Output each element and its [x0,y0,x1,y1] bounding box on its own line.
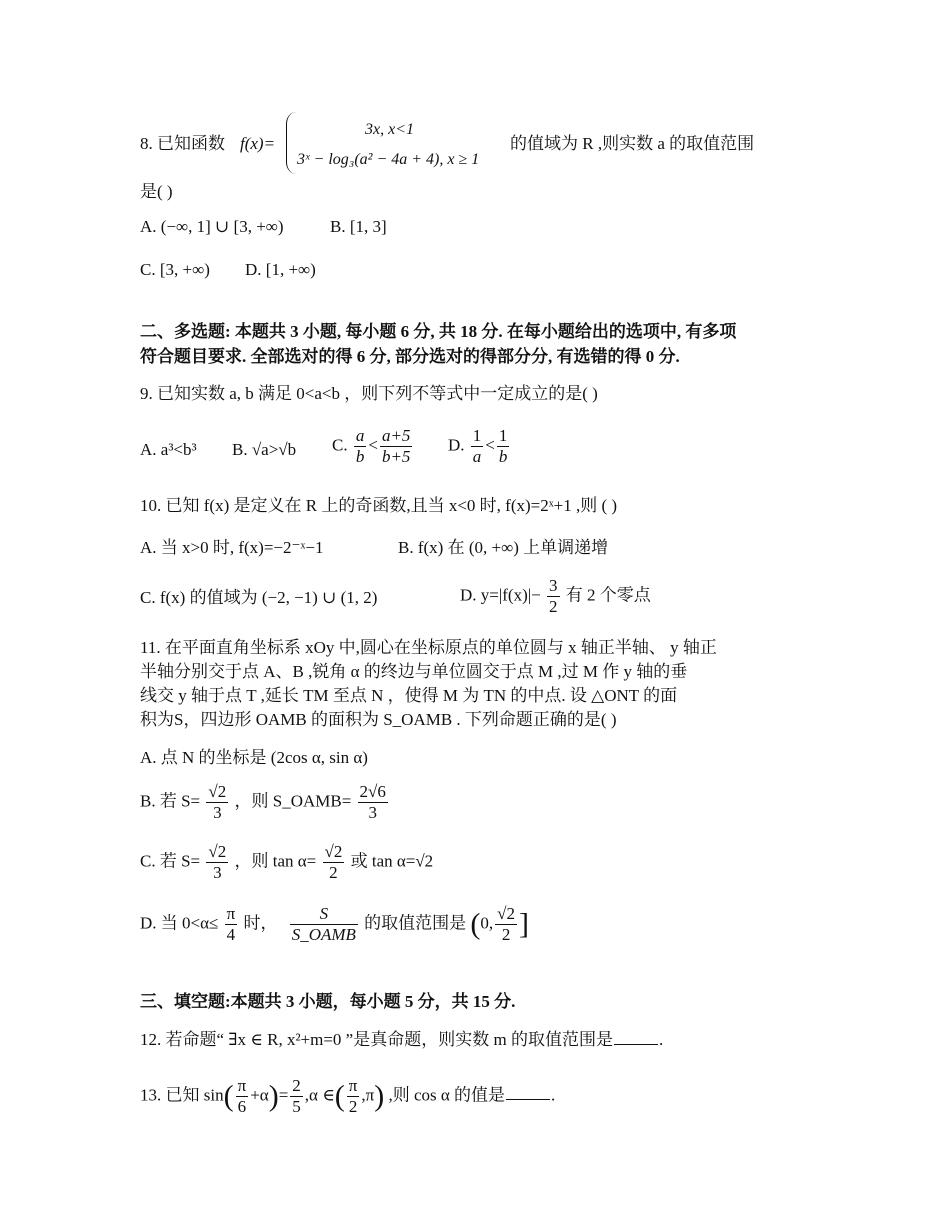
q13-five: 5 [292,1097,301,1116]
q11-c-post: 或 tan α=√2 [350,851,434,871]
q13-pi: π [237,1076,247,1095]
q13-end: . [551,1085,556,1105]
q9-stem: 9. 已知实数 a, b 满足 0<a<b ，则下列不等式中一定成立的是( ) [140,384,598,403]
q11-option-a: A. 点 N 的坐标是 (2cos α, sin α) [140,748,368,767]
q8-piecewise-brace [286,112,297,174]
q11-c-den: 3 [213,863,222,882]
q11-d-pre: D. 当 0<α≤ [140,913,219,933]
q10-d-post: 有 2 个零点 [565,585,651,605]
q13-two: 2 [292,1076,301,1095]
q11-c-num2: √2 [324,842,343,861]
q8-case1: 3x, x<1 [365,121,414,138]
q13-pre: 13. 已知 sin [140,1085,224,1105]
q13-six: 6 [237,1097,247,1116]
q11-line4: 积为S，四边形 OAMB 的面积为 S_OAMB . 下列命题正确的是( ) [140,710,617,729]
q11-option-b [140,782,390,823]
q9-option-c-label: C. [332,435,348,455]
q11-b-mid: ，则 S_OAMB= [234,791,352,811]
q11-d-s: S [290,904,358,925]
q9-c-num2: a+5 [381,426,411,445]
q11-d-zero: 0, [480,913,494,933]
q8-stem-pre: 8. 已知函数 [140,134,225,153]
q10-d-den: 2 [549,597,558,616]
q11-d-mid: 时， [243,913,278,933]
q8-func-label: f(x)= [240,134,276,153]
q13-answer-blank[interactable] [506,1099,550,1100]
q11-c-mid: ，则 tan α= [234,851,317,871]
q8-option-c: C. [3, +∞) [140,260,210,279]
q9-option-d: D. $\frac{1}{a}$ < $\frac{1}{b}$ [448,426,508,466]
q9-c-den1: b [355,447,365,466]
q10-option-a: A. 当 x>0 时, f(x)=−2⁻ˣ−1 [140,538,324,557]
q8-option-b: B. [1, 3] [330,217,387,236]
q13-mid: ,α ∈ [304,1085,335,1105]
q11-d-lparen: ( [470,907,481,941]
q9-d-num2: 1 [498,426,508,445]
q11-line3: 线交 y 轴于点 T ,延长 TM 至点 N ，使得 M 为 TN 的中点. 设 △ONT 的面 [140,686,678,705]
q11-d-soamb: S_OAMB [291,925,356,944]
q11-b-den2: 3 [368,803,377,822]
q9-c-den2: b+5 [381,447,411,466]
q11-b-den: 3 [213,803,222,822]
q11-line1: 11. 在平面直角坐标系 xOy 中,圆心在坐标原点的单位圆与 x 轴正半轴、 y 轴正 [140,638,717,657]
q11-d-2: 2 [501,925,511,944]
q11-b-num: √2 [208,782,227,801]
q13-pi2: ,π [361,1085,375,1105]
q11-d-4: 4 [226,925,236,944]
q8-stem-post: 的值域为 R ,则实数 a 的取值范围 [510,134,755,153]
q10-option-b: B. f(x) 在 (0, +∞) 上单调递增 [398,538,609,557]
q11-d-post: 的取值范围是 [364,913,467,933]
q11-b-pre: B. 若 S= [140,791,201,811]
q9-d-num1: 1 [472,426,482,445]
q11-d-rbracket: ] [519,907,530,941]
q11-option-d [140,904,529,945]
q10-stem: 10. 已知 f(x) 是定义在 R 上的奇函数,且当 x<0 时, f(x)=2ˣ+1 ,则 ( ) [140,496,618,515]
q13-post: ,则 cos α 的值是 [388,1085,506,1105]
q13-two2: 2 [348,1097,358,1116]
q12-question [140,1028,663,1052]
q8-case2: 3ˣ − log₃(a² − 4a + 4), x ≥ 1 [297,151,480,168]
q10-d-pre: D. y=|f(x)|− [460,585,541,605]
q12-text: 12. 若命题“ ∃x ∈ R, x²+m=0 ”是真命题，则实数 m 的取值范围是 [140,1030,613,1049]
q11-line2: 半轴分别交于点 A、B ,锐角 α 的终边与单位圆交于点 M ,过 M 作 y 轴的垂 [140,662,688,681]
q8-option-a: A. (−∞, 1] ∪ [3, +∞) [140,217,284,236]
section2-heading-line1: 二、多选题: 本题共 3 小题, 每小题 6 分, 共 18 分. 在每小题给出的选项中, 有多项 [140,322,737,341]
section2-heading-line2: 符合题目要求. 全部选对的得 6 分, 部分选对的得部分分, 有选错的得 0 分. [140,347,680,366]
q8-stem-line2: 是( ) [140,182,173,201]
q11-b-num2: 2√6 [359,782,386,801]
q12-answer-blank[interactable] [614,1044,658,1045]
q11-c-den2: 2 [329,863,338,882]
q13-eq: = [278,1085,289,1105]
q8-option-d: D. [1, +∞) [245,260,316,279]
q13-plus: +α [250,1085,269,1105]
q11-d-pi: π [226,904,236,923]
q11-c-pre: C. 若 S= [140,851,201,871]
q11-d-r2: √2 [497,904,516,923]
q9-option-b: B. √a>√b [232,440,297,459]
q9-option-a: A. a³<b³ [140,440,197,459]
q10-d-num: 3 [549,576,558,595]
section3-heading: 三、填空题:本题共 3 小题，每小题 5 分，共 15 分. [140,992,516,1011]
q11-c-num: √2 [208,842,227,861]
q10-option-d [460,576,651,617]
q13-question: 13. 已知 sin( $\frac{\pi}{6}$ +α)= $\frac{2}{5}$ ,α ∈( $\frac{\pi}{2}$ ,π) ,则 cos α 的值是 . [140,1076,556,1116]
q10-option-c: C. f(x) 的值域为 (−2, −1) ∪ (1, 2) [140,588,378,607]
q9-option-d-label: D. [448,435,465,455]
q9-option-c: C. $\frac{a}{b}$ < $\frac{a+5}{b+5}$ [332,426,411,466]
q12-end: . [658,1030,664,1049]
q11-option-c [140,842,433,883]
q9-c-num1: a [355,426,365,445]
